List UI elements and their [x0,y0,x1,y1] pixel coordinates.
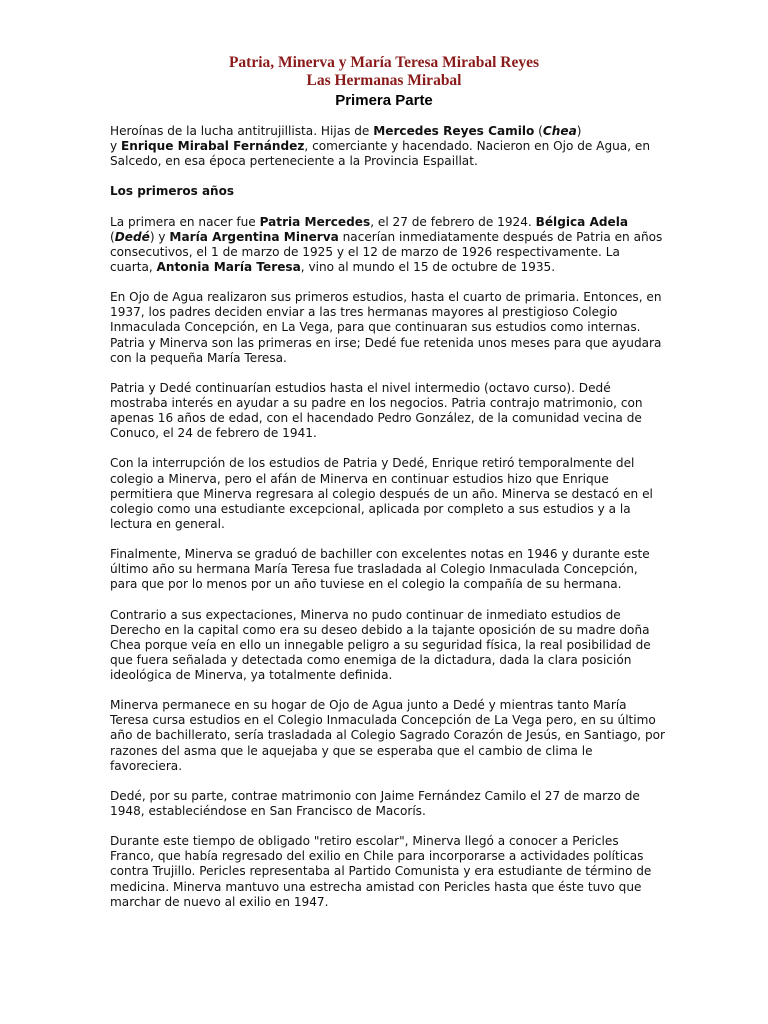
paragraph-law-studies: Contrario a sus expectaciones, Minerva no pudo continuar de inmediato estudios de Derecho en la capital como era su deseo debido a la tajante oposición de su madre doña Chea porque veía en ello un innegable peligro a su seguridad física, la real posibilidad de que fuera señalada y detectada como enemiga de la dictadura, dada la clara posición ideológica de Minerva, ya totalmente definida. [110,607,651,682]
intro-text: Heroínas de la lucha antitrujillista. Hijas de [110,124,374,138]
name-minerva: María Argentina Minerva [169,229,339,244]
intro-text: ) [576,124,582,138]
name-belgica: Bélgica Adela [535,214,629,229]
paragraph-minerva-school: Con la interrupción de los estudios de Patria y Dedé, Enrique retiró temporalmente del colegio a Minerva, pero el afán de Minerva en continuar estudios hizo que Enrique permitiera que Minerva regresara al colegio después de un año. Minerva se destacó en el colegio como una estudiante excepcional, aplicada por completo a sus estudios y a la lectura en general. [110,456,653,531]
paragraph-patria-dede: Patria y Dedé continuarían estudios hasta el nivel intermedio (octavo curso). Dedé mostraba interés en ayudar a su padre en los negocios. Patria contrajo matrimonio, con apenas 16 años de edad, con el hacendado Pedro González, de la comunidad vecina de Conuco, el 24 de febrero de 1941. [110,380,643,441]
intro-text: y [110,139,122,154]
births-paragraph [110,215,666,275]
paragraph-text: ( [110,229,115,244]
section-heading: Los primeros años [110,184,234,199]
paragraph-pericles: Durante este tiempo de obligado "retiro escolar", Minerva llegó a conocer a Pericles Franco, que había regresado del exilio en Chile para incorporarse a actividades políticas contra Trujillo. Pericles representaba al Partido Comunista y era estudiante de término de medicina. Minerva mantuvo una estrecha amistad con Pericles hasta que éste tuvo que marchar de nuevo al exilio en 1947. [110,834,652,909]
mother-nickname: Chea [542,124,577,138]
mother-name: Mercedes Reyes Camilo [373,124,535,138]
intro-text: , comerciante y hacendado. Nacieron en Ojo de Agua, en Salcedo, en esa época perteneciente a la Provincia Espaillat. [110,139,650,169]
name-patria: Patria Mercedes [259,214,371,229]
paragraph-text: , vino al mundo el 15 de octubre de 1935. [300,259,556,274]
paragraph-graduation: Finalmente, Minerva se graduó de bachiller con excelentes notas en 1946 y durante este último año su hermana María Teresa fue trasladada al Colegio Inmaculada Concepción, para que por lo menos por un año tuviese en el colegio la compañía de su hermana. [110,547,650,592]
paragraph-text: , el 27 de febrero de 1924. [370,214,536,229]
document-body [110,124,666,910]
paragraph-maria-teresa: Minerva permanece en su hogar de Ojo de Agua junto a Dedé y mientras tanto María Teresa cursa estudios en el Colegio Inmaculada Concepción de La Vega pero, en su último año de bachillerato, sería trasladada al Colegio Sagrado Corazón de Jesús, en Santiago, por razones del asma que le aquejaba y que se esperaba que el cambio de clima le favoreciera. [110,698,666,773]
title-block [0,54,768,111]
paragraph-dede-marriage: Dedé, por su parte, contrae matrimonio con Jaime Fernández Camilo el 27 de marzo de 1948, estableciéndose en San Francisco de Macorís. [110,788,640,818]
paragraph-text: ) y [149,229,170,244]
intro-paragraph [110,124,666,169]
paragraph-text: nacerían inmediatamente después de Patria en años consecutivos, el 1 de marzo de 1925 y el 12 de marzo de 1926 respectivamente. La cuarta, [110,229,663,274]
paragraph-text: La primera en nacer fue [110,214,260,229]
name-dede: Dedé [114,229,150,244]
name-maria-teresa: Antonia María Teresa [156,259,301,274]
document-subtitle: Primera Parte [335,92,433,109]
document-title: Patria, Minerva y María Teresa Mirabal Reyes [228,54,540,71]
document-title-secondary: Las Hermanas Mirabal [306,72,462,89]
intro-text: ( [534,124,543,138]
father-name: Enrique Mirabal Fernández [121,139,305,154]
paragraph-studies: En Ojo de Agua realizaron sus primeros estudios, hasta el cuarto de primaria. Entonces, en 1937, los padres deciden enviar a las tres hermanas mayores al prestigioso Colegio Inmaculada Concepción, en La Vega, para que continuaran sus estudios como internas. Patria y Minerva son las primeras en irse; Dedé fue retenida unos meses para que ayudara con la pequeña María Teresa. [110,290,662,365]
